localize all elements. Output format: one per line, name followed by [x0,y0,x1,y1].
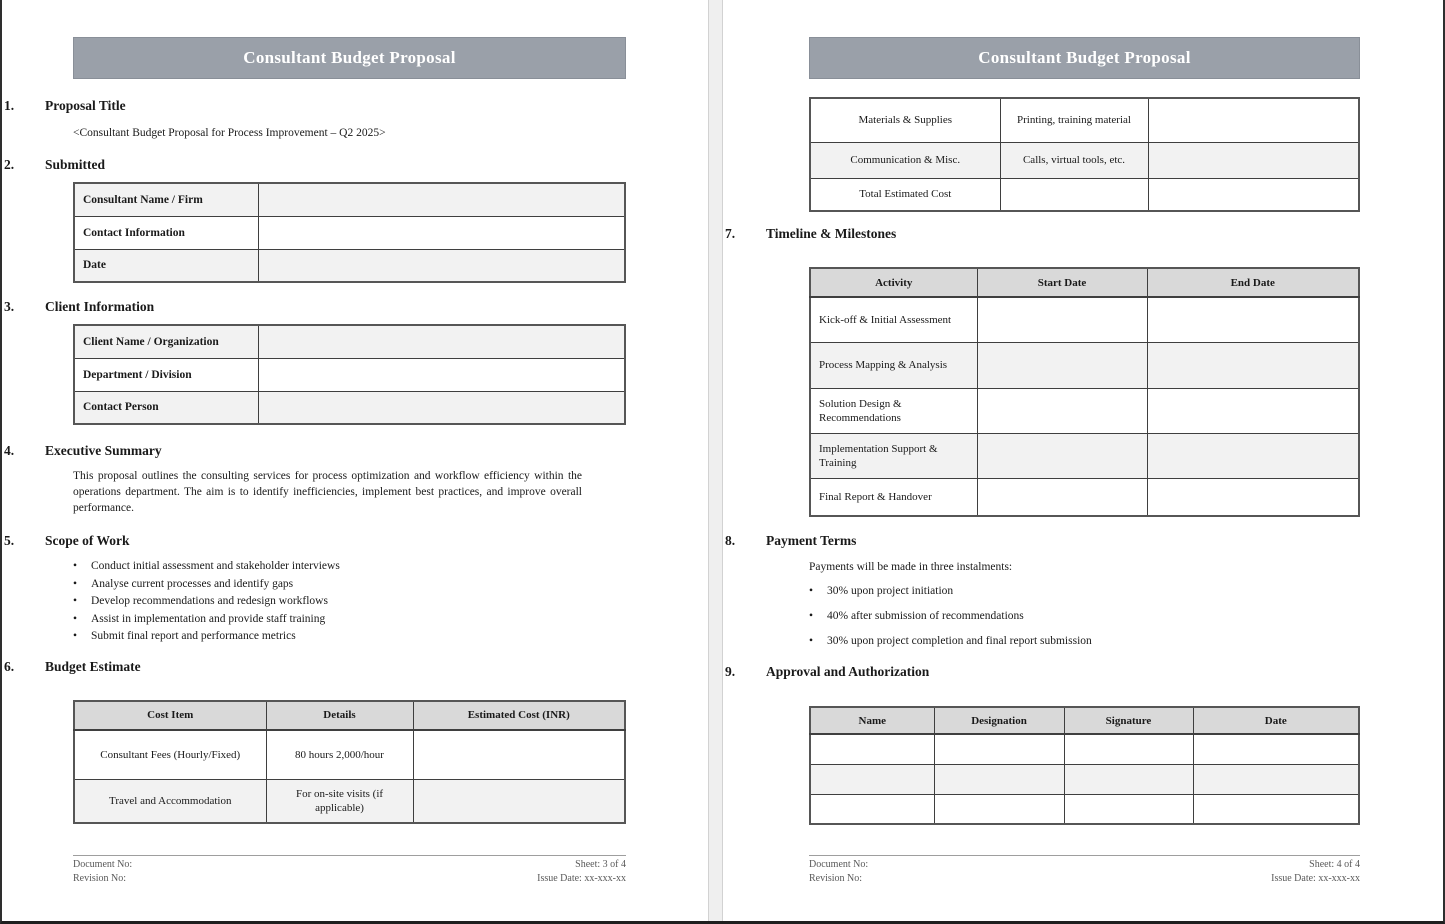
page-footer [73,855,626,885]
column-header: Date [1193,707,1359,734]
table-row [810,142,1359,178]
table-row [74,358,625,391]
column-header: Start Date [977,268,1147,297]
bullet-icon: • [73,612,78,625]
input-cell[interactable] [1064,794,1193,824]
section-heading-payment-terms [723,533,1443,548]
section-number: 8. [725,533,736,548]
section-title: Executive Summary [45,443,162,458]
submitted-table [73,182,626,283]
input-cell[interactable] [977,297,1147,342]
section-title: Payment Terms [766,533,857,548]
input-cell[interactable] [977,388,1147,433]
section-number: 3. [4,299,15,314]
column-header: Signature [1064,707,1193,734]
column-header: Activity [810,268,977,297]
table-row [810,297,1359,342]
payment-terms-intro: Payments will be made in three instalments: [809,561,1013,573]
input-cell[interactable] [810,794,934,824]
executive-summary-text: This proposal outlines the consulting services for process optimization and workflow efficiency within the operations department. The aim is to identify inefficiencies, implement best practices, and improve overall performance. [73,470,582,514]
input-cell[interactable] [1148,142,1359,178]
row-label: Contact Information [74,216,258,249]
bullet-icon: • [809,610,814,622]
input-cell[interactable] [413,780,625,823]
details-cell: 80 hours 2,000/hour [266,730,413,780]
section-title: Proposal Title [45,98,126,113]
cost-item-cell: Communication & Misc. [810,142,1000,178]
column-header: Estimated Cost (INR) [413,701,625,730]
bullet-icon: • [73,560,78,572]
section-heading-submitted [2,157,708,172]
column-header: Designation [934,707,1064,734]
input-cell[interactable] [1147,342,1359,388]
cost-item-cell: Materials & Supplies [810,98,1000,142]
page-4 [723,0,1443,924]
input-cell[interactable] [810,734,934,764]
sheet-number: Sheet: 3 of 4 [575,859,626,870]
footer-left [73,858,132,885]
table-row [74,730,625,780]
input-cell[interactable] [977,433,1147,478]
input-cell[interactable] [1064,764,1193,794]
table-row [810,178,1359,211]
activity-cell: Implementation Support & Training [810,433,977,478]
table-header-row [74,701,625,730]
row-label: Contact Person [74,391,258,424]
section-number: 6. [4,658,15,674]
input-cell[interactable] [1147,388,1359,433]
input-cell[interactable] [1193,734,1359,764]
input-cell[interactable] [934,794,1064,824]
list-item [73,611,626,629]
client-information-table [73,324,626,425]
input-cell[interactable] [1147,433,1359,478]
input-cell[interactable] [413,730,625,780]
column-header: Cost Item [74,701,266,730]
bullet-icon: • [73,595,78,607]
bullet-icon: • [809,585,814,597]
section-number: 1. [4,98,15,113]
issue-date: Issue Date: xx-xxx-xx [1271,872,1360,884]
cost-item-cell: Consultant Fees (Hourly/Fixed) [74,730,266,780]
input-cell[interactable] [1193,794,1359,824]
budget-continuation-table [809,97,1360,212]
input-cell[interactable] [1147,478,1359,516]
list-item [73,576,626,594]
input-cell[interactable] [258,391,625,424]
section-number: 4. [4,443,15,458]
footer-right [1271,858,1360,885]
sheet-number: Sheet: 4 of 4 [1309,859,1360,870]
table-row [74,325,625,358]
table-header-row [810,268,1359,297]
details-cell: Printing, training material [1000,98,1148,142]
page-3 [2,0,708,924]
table-row [74,183,625,216]
activity-cell: Solution Design & Recommendations [810,388,977,433]
document-no-label: Document No: [809,859,869,870]
page-title-banner [73,37,626,79]
timeline-table [809,267,1360,517]
list-item-text: 40% after submission of recommendations [827,610,1024,622]
row-label: Department / Division [74,358,258,391]
input-cell[interactable] [1148,98,1359,142]
section-heading-budget-estimate [2,659,708,674]
input-cell[interactable] [1147,297,1359,342]
list-item-text: Develop recommendations and redesign workflows [91,595,328,607]
table-row [810,764,1359,794]
table-row [810,794,1359,824]
section-number: 9. [725,664,736,679]
input-cell[interactable] [1193,764,1359,794]
table-row [74,216,625,249]
section-heading-approval [723,664,1443,679]
input-cell[interactable] [1148,178,1359,211]
revision-no-label: Revision No: [73,872,127,884]
details-cell: Calls, virtual tools, etc. [1000,142,1148,178]
bullet-icon: • [73,630,78,642]
cost-item-cell: Travel and Accommodation [74,780,266,823]
table-row [810,478,1359,516]
input-cell[interactable] [258,183,625,216]
list-item-text: Submit final report and performance metrics [91,630,296,642]
row-label: Consultant Name / Firm [74,183,258,216]
document-no-label: Document No: [73,859,133,870]
section-heading-proposal-title [2,98,708,113]
section-heading-timeline [723,226,1443,241]
budget-estimate-table [73,700,626,824]
table-row [74,249,625,282]
column-header: Name [810,707,934,734]
details-cell: For on-site visits (if applicable) [266,780,413,823]
revision-no-label: Revision No: [809,872,863,884]
page-title-banner [809,37,1360,79]
document-title: Consultant Budget Proposal [978,48,1191,67]
activity-cell: Process Mapping & Analysis [810,342,977,388]
input-cell[interactable] [934,764,1064,794]
list-item [809,584,1360,598]
list-item [809,634,1360,648]
row-label: Date [74,249,258,282]
table-row [810,734,1359,764]
input-cell[interactable] [934,734,1064,764]
section-heading-client-information [2,299,708,314]
table-row [74,391,625,424]
payment-terms-list [809,584,1360,648]
input-cell[interactable] [977,342,1147,388]
table-header-row [810,707,1359,734]
section-title: Scope of Work [45,533,130,548]
bullet-icon: • [809,635,814,647]
column-header: End Date [1147,268,1359,297]
activity-cell: Final Report & Handover [810,478,977,516]
column-header: Details [266,701,413,730]
table-row [74,780,625,823]
approval-table [809,706,1360,825]
table-row [810,433,1359,478]
input-cell[interactable] [258,249,625,282]
activity-cell: Kick-off & Initial Assessment [810,297,977,342]
footer-left [809,858,868,885]
input-cell[interactable] [258,325,625,358]
list-item-text: 30% upon project completion and final report submission [827,635,1092,647]
section-title: Budget Estimate [45,658,141,674]
section-title: Submitted [45,157,106,172]
list-item [73,558,626,576]
scope-of-work-list [73,558,626,646]
section-number: 2. [4,157,15,172]
section-title: Timeline & Milestones [766,226,897,241]
issue-date: Issue Date: xx-xxx-xx [537,872,626,884]
input-cell[interactable] [1064,734,1193,764]
table-row [810,388,1359,433]
footer-right [537,858,626,885]
proposal-title-text: <Consultant Budget Proposal for Process Improvement – Q2 2025> [73,127,386,139]
document-title: Consultant Budget Proposal [243,48,456,67]
list-item-text: Conduct initial assessment and stakeholder interviews [91,560,340,572]
section-heading-scope-of-work [2,533,708,548]
section-heading-executive-summary [2,443,708,458]
section-title: Client Information [45,299,155,314]
list-item [809,609,1360,623]
input-cell[interactable] [977,478,1147,516]
page-gutter [708,0,723,924]
bullet-icon: • [73,577,78,590]
list-item-text: Analyse current processes and identify gaps [91,577,294,590]
input-cell[interactable] [258,358,625,391]
list-item-text: Assist in implementation and provide staff training [91,612,326,625]
input-cell[interactable] [1000,178,1148,211]
list-item [73,593,626,611]
list-item-text: 30% upon project initiation [827,585,954,597]
cost-item-cell: Total Estimated Cost [810,178,1000,211]
section-number: 5. [4,533,15,548]
page-footer [809,855,1360,885]
table-row [810,98,1359,142]
section-title: Approval and Authorization [766,664,930,679]
section-number: 7. [725,226,736,241]
list-item [73,628,626,646]
row-label: Client Name / Organization [74,325,258,358]
input-cell[interactable] [810,764,934,794]
table-row [810,342,1359,388]
input-cell[interactable] [258,216,625,249]
